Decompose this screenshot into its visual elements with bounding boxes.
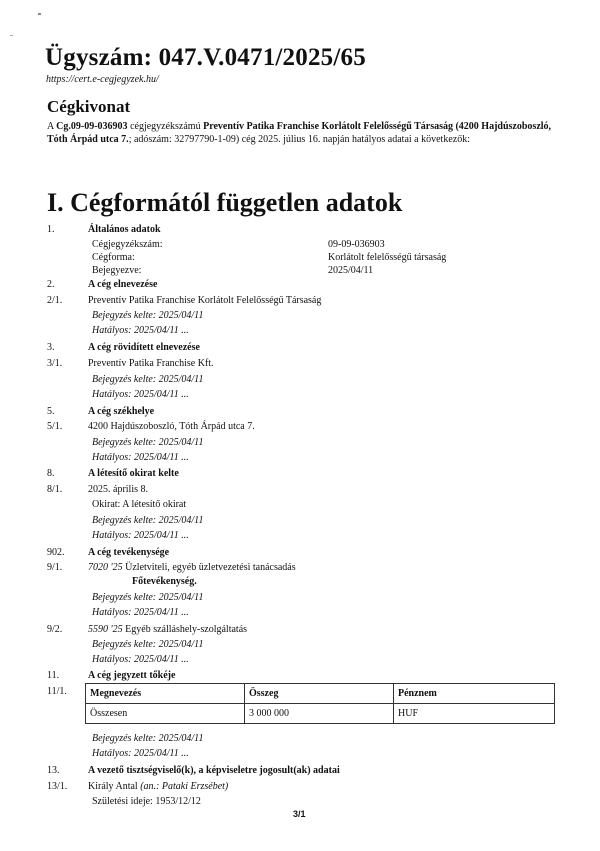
- scan-speck: [38, 13, 41, 15]
- sub-number: 9/2.: [47, 624, 63, 635]
- section-title: I. Cégformától független adatok: [47, 188, 403, 217]
- officer-name: Király Antal (an.: Pataki Erzsébet): [88, 781, 229, 792]
- table-cell: Összesen: [86, 704, 245, 724]
- column-header: Megnevezés: [86, 684, 245, 704]
- main-activity-label: Főtevékenység.: [132, 576, 197, 587]
- registration-date: Bejegyzés kelte: 2025/04/11: [92, 639, 204, 650]
- item-heading: A cég elnevezése: [88, 279, 158, 290]
- extract-intro: A Cg.09-09-036903 cégjegyzékszámú Preventív Patika Franchise Korlátolt Felelősségű Társaság (4200 Hajdúszoboszló, Tóth Árpád utca 7.; adószám: 32797790-1-09) cég 2025. július 16. napján hatályos adatai a következők:: [47, 121, 552, 145]
- column-header: Pénznem: [394, 684, 555, 704]
- registration-date: Bejegyzés kelte: 2025/04/11: [92, 515, 204, 526]
- field-value: 09-09-036903: [328, 239, 385, 250]
- sub-number: 5/1.: [47, 421, 63, 432]
- effective-date: Hatályos: 2025/04/11 ...: [92, 748, 189, 759]
- sub-number: 13/1.: [47, 781, 68, 792]
- item-number: 8.: [47, 468, 55, 479]
- item-heading: A vezető tisztségviselő(k), a képviseletre jogosult(ak) adatai: [88, 765, 340, 776]
- table-cell: HUF: [394, 704, 555, 724]
- field-label: Bejegyezve:: [92, 265, 142, 276]
- registration-date: Bejegyzés kelte: 2025/04/11: [92, 592, 204, 603]
- item-heading: A cég rövidített elnevezése: [88, 342, 200, 353]
- effective-date: Hatályos: 2025/04/11 ...: [92, 325, 189, 336]
- item-heading: A cég jegyzett tőkéje: [88, 670, 176, 681]
- founding-date: 2025. április 8.: [88, 484, 148, 495]
- source-url[interactable]: https://cert.e-cegjegyzek.hu/: [46, 74, 159, 85]
- activity-line: 7020 '25 Üzletviteli, egyéb üzletvezetési tanácsadás: [88, 562, 296, 573]
- item-heading: A cég székhelye: [88, 406, 155, 417]
- registration-date: Bejegyzés kelte: 2025/04/11: [92, 733, 204, 744]
- page-number: 3/1: [293, 809, 306, 819]
- item-heading: Általános adatok: [88, 224, 161, 235]
- item-heading: A létesítő okirat kelte: [88, 468, 179, 479]
- field-value: 2025/04/11: [328, 265, 374, 276]
- scan-speck: [10, 35, 13, 36]
- item-number: 5.: [47, 406, 55, 417]
- item-number: 902.: [47, 547, 65, 558]
- field-label: Cégforma:: [92, 252, 135, 263]
- registration-date: Bejegyzés kelte: 2025/04/11: [92, 310, 204, 321]
- short-name: Preventív Patika Franchise Kft.: [88, 358, 214, 369]
- effective-date: Hatályos: 2025/04/11 ...: [92, 607, 189, 618]
- document-note: Okirat: A létesítő okirat: [92, 499, 187, 510]
- field-value: Korlátolt felelősségű társaság: [328, 252, 447, 263]
- sub-number: 2/1.: [47, 295, 63, 306]
- extract-heading: Cégkivonat: [47, 97, 131, 116]
- sub-number: 8/1.: [47, 484, 63, 495]
- case-number-title: Ügyszám: 047.V.0471/2025/65: [45, 44, 366, 71]
- company-name: Preventív Patika Franchise Korlátolt Felelősségű Társaság: [88, 295, 322, 306]
- activity-line: 5590 '25 Egyéb szálláshely-szolgáltatás: [88, 624, 248, 635]
- item-number: 11.: [47, 670, 60, 681]
- capital-table: [85, 683, 555, 724]
- table-cell: 3 000 000: [245, 704, 394, 724]
- item-number: 13.: [47, 765, 60, 776]
- seat-address: 4200 Hajdúszoboszló, Tóth Árpád utca 7.: [88, 421, 255, 432]
- registration-date: Bejegyzés kelte: 2025/04/11: [92, 374, 204, 385]
- item-number: 2.: [47, 279, 55, 290]
- birth-date: Születési ideje: 1953/12/12: [92, 796, 201, 807]
- table-header-row: [86, 684, 555, 704]
- item-number: 1.: [47, 224, 55, 235]
- field-label: Cégjegyzékszám:: [92, 239, 163, 250]
- item-heading: A cég tevékenysége: [88, 547, 170, 558]
- effective-date: Hatályos: 2025/04/11 ...: [92, 389, 189, 400]
- table-row: [86, 704, 555, 724]
- sub-number: 11/1.: [47, 686, 67, 697]
- effective-date: Hatályos: 2025/04/11 ...: [92, 452, 189, 463]
- effective-date: Hatályos: 2025/04/11 ...: [92, 530, 189, 541]
- item-number: 3.: [47, 342, 55, 353]
- sub-number: 3/1.: [47, 358, 63, 369]
- effective-date: Hatályos: 2025/04/11 ...: [92, 654, 189, 665]
- sub-number: 9/1.: [47, 562, 63, 573]
- registration-date: Bejegyzés kelte: 2025/04/11: [92, 437, 204, 448]
- column-header: Összeg: [245, 684, 394, 704]
